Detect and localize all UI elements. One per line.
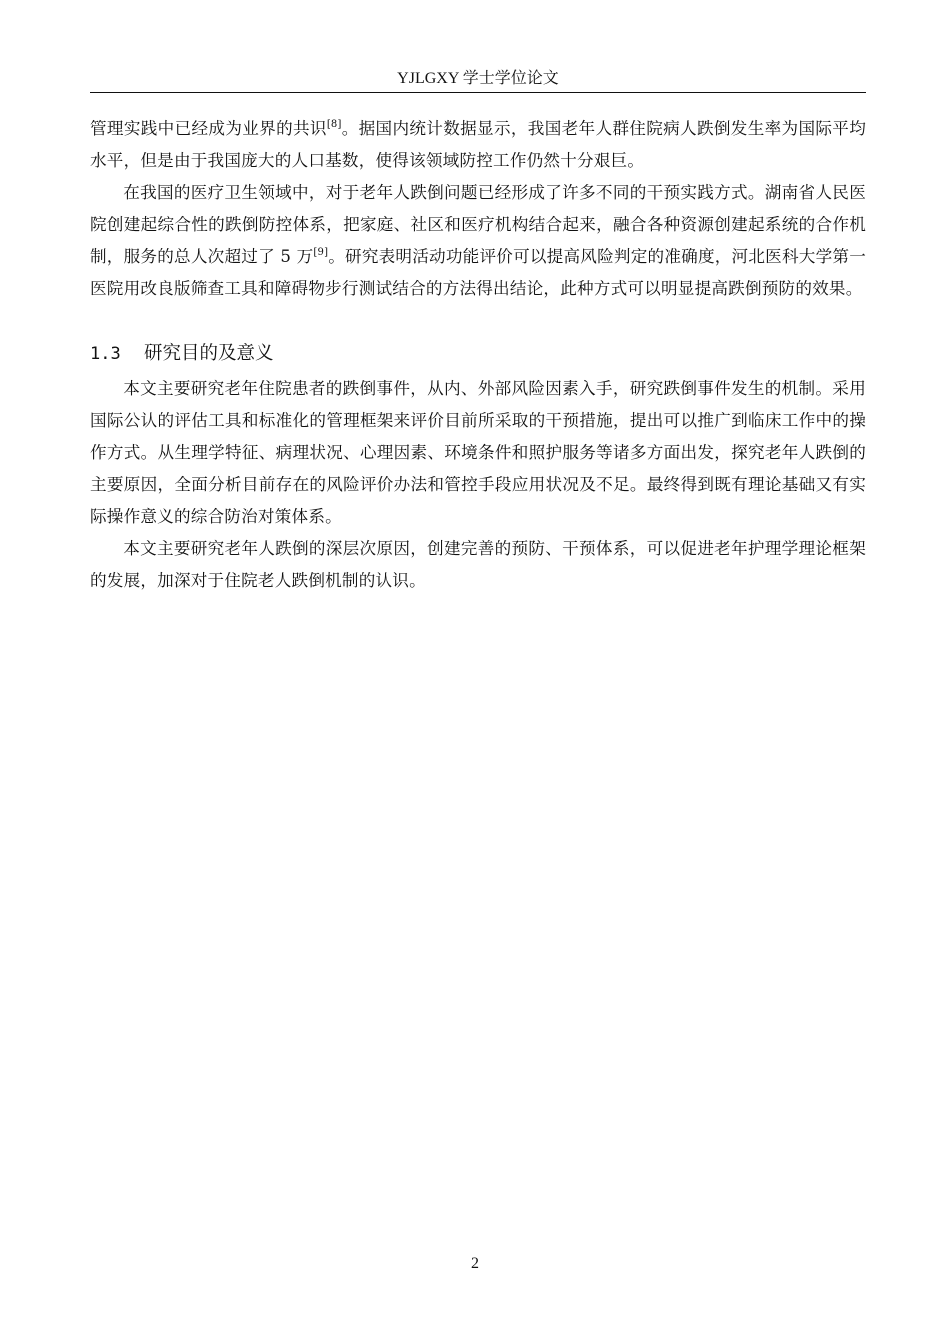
section-number: 1.3: [90, 344, 121, 364]
paragraph-text: 在我国的医疗卫生领域中，对于老年人跌倒问题已经形成了许多不同的干预实践方式。湖南省人民医院创建起综合性的跌倒防控体系，把家庭、社区和医疗机构结合起来，融合各种资源创建起系统的合作机制，服务的总人次超过了 5 万: [90, 183, 866, 266]
paragraph-continued: [90, 113, 866, 177]
section-title: 研究目的及意义: [144, 343, 274, 364]
paragraph: 本文主要研究老年人跌倒的深层次原因，创建完善的预防、干预体系，可以促进老年护理学理论框架的发展，加深对于住院老人跌倒机制的认识。: [90, 539, 866, 590]
page-number: 2: [471, 1255, 479, 1272]
paragraph: [90, 177, 866, 305]
page-header: [90, 66, 866, 93]
paragraph-text: 管理实践中已经成为业界的共识: [90, 119, 327, 138]
citation-ref: [8]: [326, 119, 342, 130]
paragraph: 本文主要研究老年住院患者的跌倒事件，从内、外部风险因素入手，研究跌倒事件发生的机制。采用国际公认的评估工具和标准化的管理框架来评价目前所采取的干预措施，提出可以推广到临床工作中的操作方式。从生理学特征、病理状况、心理因素、环境条件和照护服务等诸多方面出发，探究老年人跌倒的主要原因，全面分析目前存在的风险评价办法和管控手段应用状况及不足。最终得到既有理论基础又有实际操作意义的综合防治对策体系。: [90, 379, 866, 526]
paragraph-text: 。据国内统计数据显示，我国老年人群住院病人跌倒发生率为国际平均水平，但是由于我国庞大的人口基数，使得该领域防控工作仍然十分艰巨。: [90, 119, 866, 170]
citation-ref: [9]: [313, 247, 329, 258]
header-title: YJLGXY 学士学位论文: [397, 70, 559, 87]
section-heading: [90, 337, 866, 371]
paragraph-text: 。研究表明活动功能评价可以提高风险判定的准确度，河北医科大学第一医院用改良版筛查工具和障碍物步行测试结合的方法得出结论，此种方式可以明显提高跌倒预防的效果。: [90, 247, 866, 298]
page-body: [90, 113, 866, 597]
